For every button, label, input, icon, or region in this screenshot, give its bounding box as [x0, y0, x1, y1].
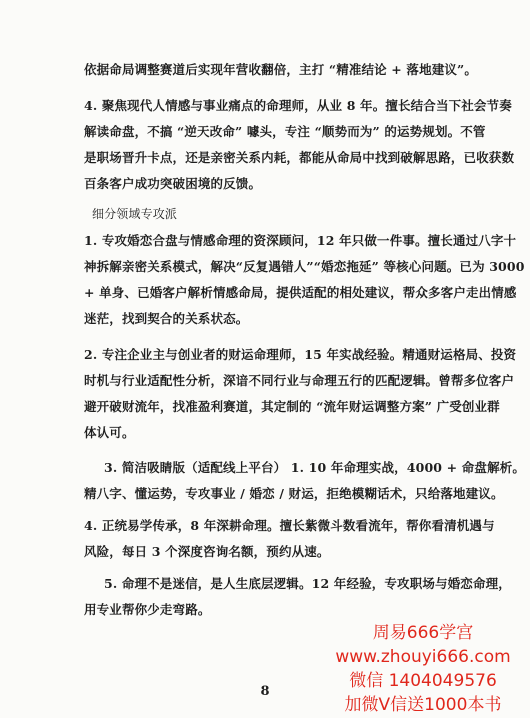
paragraph-line: 风险，每日 3 个深度咨询名额，预约从速。	[84, 544, 330, 559]
paragraph-line: 依据命局调整赛道后实现年营收翻倍，主打 “精准结论 + 落地建议”。	[84, 62, 478, 77]
paragraph-line: 3. 简洁吸睛版（适配线上平台） 1. 10 年命理实战，4000 + 命盘解析。	[104, 460, 526, 475]
paragraph-line: 4. 聚焦现代人情感与事业痛点的命理师，从业 8 年。擅长结合当下社会节奏	[84, 98, 512, 113]
paragraph-line: 体认可。	[84, 425, 135, 440]
paragraph-line: 是职场晋升卡点，还是亲密关系内耗，都能从命局中找到破解思路，已收获数	[84, 150, 515, 165]
watermark-url: www.zhouyi666.com	[335, 647, 511, 667]
paragraph-line: + 单身、已婚客户解析情感命局，提供适配的相处建议，帮众多客户走出情感	[84, 285, 517, 300]
watermark-offer: 加微V信送1000本书	[344, 695, 502, 715]
paragraph-line: 神拆解亲密关系模式，解决“反复遇错人”“婚恋拖延” 等核心问题。已为 3000	[84, 259, 525, 274]
paragraph-line: 避开破财流年，找准盈利赛道，其定制的 “流年财运调整方案” 广受创业群	[84, 399, 500, 414]
paragraph-line: 用专业帮你少走弯路。	[84, 602, 211, 617]
watermark-title: 周易666学宫	[372, 623, 474, 643]
paragraph-line: 百条客户成功突破困境的反馈。	[84, 176, 262, 191]
paragraph-line: 1. 专攻婚恋合盘与情感命理的资深顾问，12 年只做一件事。擅长通过八字十	[84, 233, 517, 248]
paragraph-line: 迷茫，找到契合的关系状态。	[84, 311, 249, 326]
paragraph-line: 解读命盘，不搞 “逆天改命” 噱头，专注 “顺势而为” 的运势规划。不管	[84, 124, 486, 139]
page-number: 8	[260, 684, 270, 699]
paragraph-line: 5. 命理不是迷信，是人生底层逻辑。12 年经验，专攻职场与婚恋命理，	[104, 576, 511, 591]
watermark-wechat: 微信 1404049576	[349, 671, 497, 691]
paragraph-line: 时机与行业适配性分析，深谙不同行业与命理五行的匹配逻辑。曾帮多位客户	[84, 373, 515, 388]
paragraph-line: 2. 专注企业主与创业者的财运命理师，15 年实战经验。精通财运格局、投资	[84, 347, 517, 362]
section-heading: 细分领域专攻派	[92, 207, 178, 221]
paragraph-line: 4. 正统易学传承，8 年深耕命理。擅长紫微斗数看流年，帮你看清机遇与	[84, 518, 495, 533]
paragraph-line: 精八字、懂运势，专攻事业 / 婚恋 / 财运，拒绝模糊话术，只给落地建议。	[84, 486, 504, 501]
